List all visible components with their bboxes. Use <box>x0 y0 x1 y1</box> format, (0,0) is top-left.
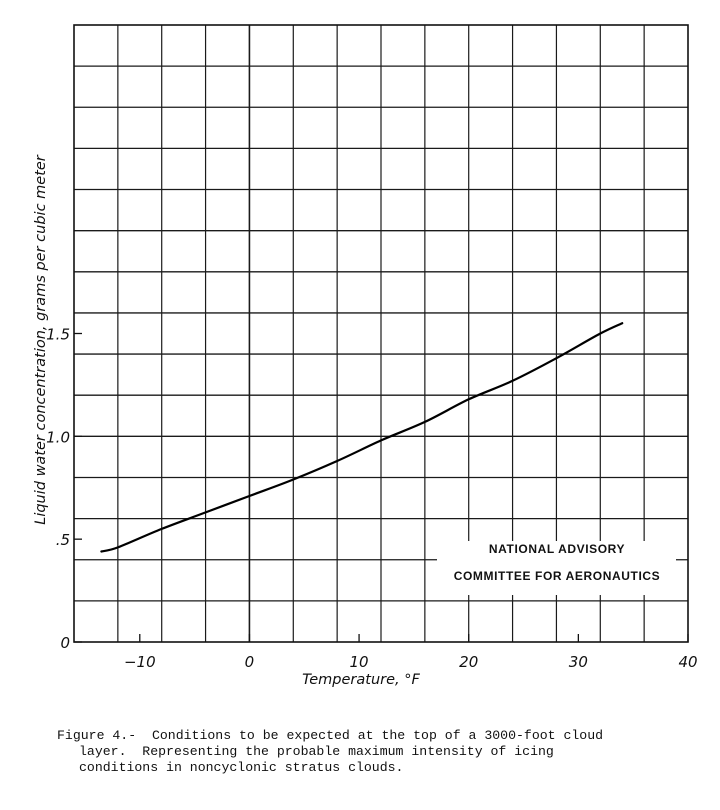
caption-line-2: layer. Representing the probable maximum intensity of icing <box>79 744 554 759</box>
data-curve <box>101 323 622 551</box>
x-tick-label: 30 <box>568 653 588 671</box>
y-tick-label: .5 <box>55 531 70 550</box>
caption-line-3: conditions in noncyclonic stratus clouds. <box>79 760 404 775</box>
x-tick-label: 20 <box>459 653 479 671</box>
x-tick-label: 0 <box>244 653 255 671</box>
x-tick-label: 10 <box>349 653 369 671</box>
naca-label-line2: COMMITTEE FOR AERONAUTICS <box>453 569 661 583</box>
x-axis-title: Temperature, °F <box>302 672 420 688</box>
y-tick-label: 1.0 <box>46 428 70 447</box>
x-tick-label: −10 <box>123 653 156 671</box>
y-tick-label: 1.5 <box>46 325 70 344</box>
x-tick-label: 40 <box>678 653 698 671</box>
x-tick-labels <box>124 653 698 671</box>
y-tick-labels <box>46 326 70 653</box>
caption-line-1: Figure 4.- Conditions to be expected at the top of a 3000-foot cloud <box>57 728 604 743</box>
figure-caption <box>57 728 697 776</box>
y-tick-label: 0 <box>60 634 70 652</box>
y-axis-title: Liquid water concentration, grams per cubic meter <box>33 155 49 525</box>
naca-label-line1: NATIONAL ADVISORY <box>488 542 626 556</box>
